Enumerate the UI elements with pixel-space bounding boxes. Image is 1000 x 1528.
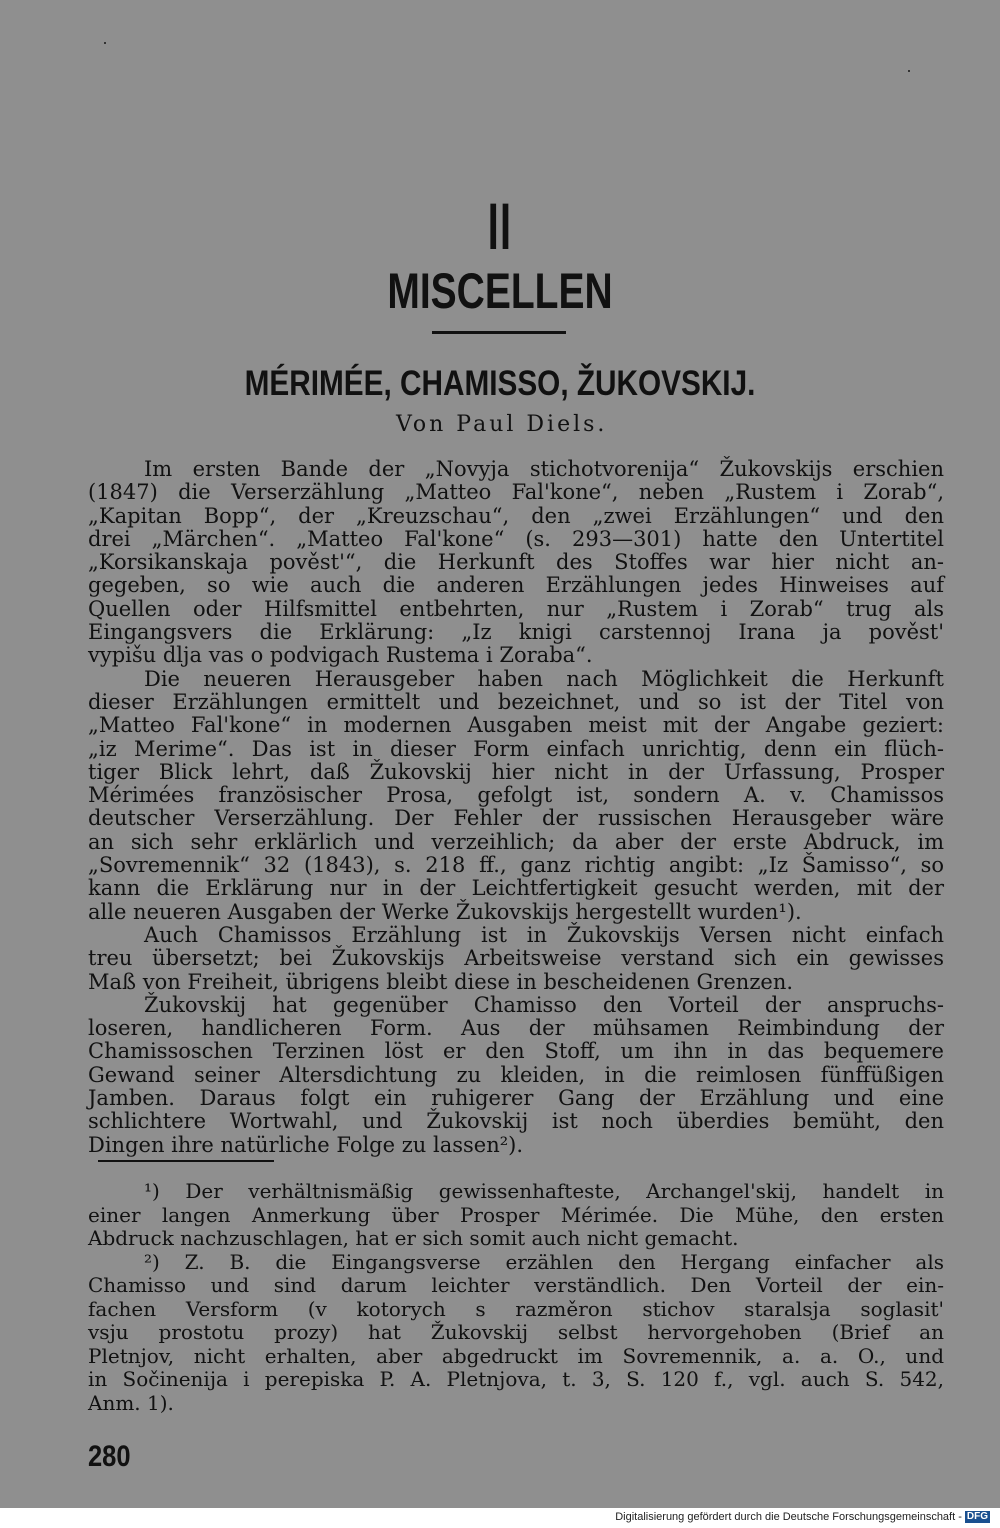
body-text-line: loseren, handlicheren Form. Aus der mühsamen Reimbindung der: [88, 1016, 944, 1041]
footnote-line: fachen Versform (v kotorych s razměron stichov staralsja soglasit': [88, 1296, 944, 1321]
footnote-line: Anm. 1).: [88, 1390, 174, 1415]
body-text-line: Eingangsvers die Erklärung: „Iz knigi carstennoj Irana ja pověst': [88, 620, 944, 645]
article-body: [88, 458, 944, 1157]
credit-text: Digitalisierung gefördert durch die Deutsche Forschungsgemeinschaft -: [615, 1511, 962, 1523]
page-number: 280: [88, 1440, 131, 1473]
article-title: MÉRIMÉE, CHAMISSO, ŽUKOVSKIJ.: [244, 364, 756, 403]
body-text-line: „Kapitan Bopp“, der „Kreuzschau“, den „zwei Erzählungen“ und den: [88, 503, 944, 528]
body-text-line: Im ersten Bande der „Novyja stichotvorenija“ Žukovskijs erschien: [144, 457, 944, 481]
body-text-line: (1847) die Verserzählung „Matteo Fal'kone“, neben „Rustem i Zorab“,: [88, 480, 944, 505]
body-text-line: Žukovskij hat gegenüber Chamisso den Vorteil der anspruchs-: [144, 992, 944, 1017]
body-text-line: Mérimées französischer Prosa, gefolgt ist, sondern A. v. Chamissos: [88, 783, 944, 808]
body-text-line: „Sovremennik“ 32 (1843), s. 218 ff., ganz richtig angibt: „Iz Šamisso“, so: [88, 853, 944, 878]
body-text-line: vypišu dlja vas o podvigach Rustema i Zoraba“.: [88, 643, 593, 668]
footnotes: [88, 1180, 944, 1415]
body-text-line: Maß von Freiheit, übrigens bleibt diese in bescheidenen Grenzen.: [88, 969, 794, 994]
body-text-line: alle neueren Ausgaben der Werke Žukovskijs hergestellt wurden¹).: [88, 899, 802, 924]
body-text-line: deutscher Verserzählung. Der Fehler der russischen Herausgeber wäre: [88, 806, 944, 831]
body-text-line: Die neueren Herausgeber haben nach Möglichkeit die Herkunft: [144, 666, 944, 691]
footnote-line: Pletnjov, nicht erhalten, aber abgedruckt im Sovremennik, a. a. O., und: [88, 1343, 944, 1368]
footnote-divider: [98, 1160, 274, 1162]
body-text-line: gegeben, so wie auch die anderen Erzählungen jedes Hinweises auf: [88, 573, 944, 598]
body-text-line: Jamben. Daraus folgt ein ruhigerer Gang der Erzählung und eine: [88, 1086, 944, 1111]
digitization-credit: [615, 1511, 990, 1523]
body-text-line: „iz Merime“. Das ist in dieser Form einfach unrichtig, denn ein flüch-: [88, 736, 944, 761]
footnote-line: ¹) Der verhältnismäßig gewissenhafteste, Archangel'skij, handelt in: [144, 1179, 944, 1203]
body-text-line: an sich sehr erklärlich und verzeihlich; da aber der erste Abdruck, im: [88, 829, 944, 854]
footnote-line: in Sočinenija i perepiska P. A. Pletnjova, t. 3, S. 120 f., vgl. auch S. 542,: [88, 1367, 944, 1391]
title-divider: [432, 331, 566, 334]
body-text-line: „Korsikanskaja pověst'“, die Herkunft des Stoffes war hier nicht an-: [88, 550, 944, 575]
body-text-line: kann die Erklärung nur in der Leichtfertigkeit gesucht werden, mit der: [88, 876, 944, 901]
footnote-line: Chamisso und sind darum leichter verständlich. Den Vorteil der ein-: [88, 1273, 944, 1297]
footnote-line: ²) Z. B. die Eingangsverse erzählen den Hergang einfacher als: [144, 1249, 944, 1274]
body-text-line: dieser Erzählungen ermittelt und bezeichnet, und so ist der Titel von: [88, 689, 944, 714]
section-title: MISCELLEN: [387, 263, 613, 319]
scan-speck: [104, 42, 106, 44]
dfg-logo: DFG: [966, 1511, 988, 1522]
footnote-line: einer langen Anmerkung über Prosper Mérimée. Die Mühe, den ersten: [88, 1202, 944, 1227]
body-text-line: Quellen oder Hilfsmittel entbehrten, nur „Rustem i Zorab“ trug als: [88, 596, 944, 621]
body-text-line: Chamissoschen Terzinen löst er den Stoff, um ihn in das bequemere: [88, 1039, 944, 1064]
body-text-line: treu übersetzt; bei Žukovskijs Arbeitsweise verstand sich ein gewisses: [88, 946, 944, 971]
body-text-line: Auch Chamissos Erzählung ist in Žukovskijs Versen nicht einfach: [144, 922, 944, 947]
body-text-line: tiger Blick lehrt, daß Žukovskij hier nicht in der Urfassung, Prosper: [88, 759, 944, 784]
body-text-line: „Matteo Fal'kone“ in modernen Ausgaben meist mit der Angabe geziert:: [88, 713, 944, 738]
body-text-line: drei „Märchen“. „Matteo Fal'kone“ (s. 293—301) hatte den Untertitel: [88, 526, 944, 551]
footnote-line: Abdruck nachzuschlagen, hat er sich somit auch nicht gemacht.: [88, 1226, 739, 1250]
body-text-line: Dingen ihre natürliche Folge zu lassen²).: [88, 1132, 524, 1157]
part-number: II: [487, 189, 513, 263]
scan-speck: [908, 70, 910, 72]
body-text-line: schlichtere Wortwahl, und Žukovskij ist noch überdies bemüht, den: [88, 1109, 944, 1134]
footnote-line: vsju prostotu prozy) hat Žukovskij selbst hervorgehoben (Brief an: [88, 1320, 944, 1344]
author-line: Von Paul Diels.: [396, 412, 608, 437]
body-text-line: Gewand seiner Altersdichtung zu kleiden, in die reimlosen fünffüßigen: [88, 1062, 944, 1087]
